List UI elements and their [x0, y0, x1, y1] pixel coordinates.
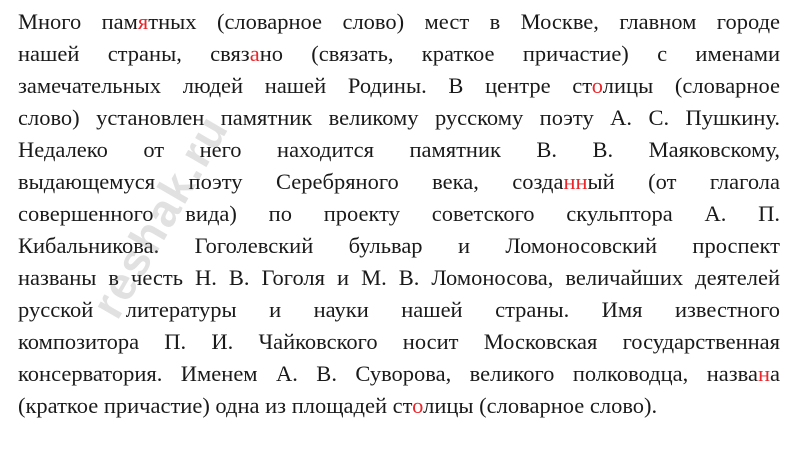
watermark: reshak.ru [80, 105, 239, 327]
text-segment: совершенного вида) по проекту советского скульптора А. П. [18, 201, 780, 226]
text-line [18, 358, 780, 390]
text-line [18, 166, 780, 198]
text-line [18, 198, 780, 230]
text-segment: названы в честь Н. В. Гоголя и М. В. Ломоносова, величайших деятелей [18, 265, 780, 290]
text-segment: Кибальникова. Гоголевский бульвар и Ломоносовский проспект [18, 233, 780, 258]
text-line [18, 390, 780, 422]
text-line [18, 38, 780, 70]
text-line [18, 294, 780, 326]
text-segment: лицы (словарное [602, 73, 780, 98]
text-segment: нашей страны, связ [18, 41, 250, 66]
text-line [18, 230, 780, 262]
text-segment: Много пам [18, 9, 138, 34]
text-line [18, 262, 780, 294]
highlighted-letter: нн [563, 169, 588, 194]
text-segment: ый (от глагола [587, 169, 780, 194]
text-segment: русской литературы и науки нашей страны. Имя известного [18, 297, 780, 322]
text-segment: замечательных людей нашей Родины. В центре ст [18, 73, 592, 98]
text-segment: композитора П. И. Чайковского носит Московская государственная [18, 329, 780, 354]
text-segment: консерватория. Именем А. В. Суворова, великого полководца, назва [18, 361, 758, 386]
text-segment: но (связать, краткое причастие) с именами [259, 41, 780, 66]
text-segment: тных (словарное слово) мест в Москве, главном городе [148, 9, 781, 34]
text-line [18, 6, 780, 38]
text-line [18, 326, 780, 358]
text-line [18, 134, 780, 166]
highlighted-letter: о [591, 73, 603, 98]
highlighted-letter: а [249, 41, 260, 66]
text-segment: лицы (словарное слово). [423, 393, 658, 418]
text-block [18, 6, 780, 422]
text-line [18, 102, 780, 134]
text-segment: Недалеко от него находится памятник В. В. Маяковскому, [18, 137, 780, 162]
text-segment: а [770, 361, 780, 386]
highlighted-letter: н [757, 361, 770, 386]
highlighted-letter: о [412, 393, 424, 418]
highlighted-letter: я [137, 9, 149, 34]
text-line [18, 70, 780, 102]
text-segment: выдающемуся поэту Серебряного века, созда [18, 169, 564, 194]
text-segment: (краткое причастие) одна из площадей ст [18, 393, 413, 418]
text-segment: слово) установлен памятник великому русскому поэту А. С. Пушкину. [18, 105, 780, 130]
